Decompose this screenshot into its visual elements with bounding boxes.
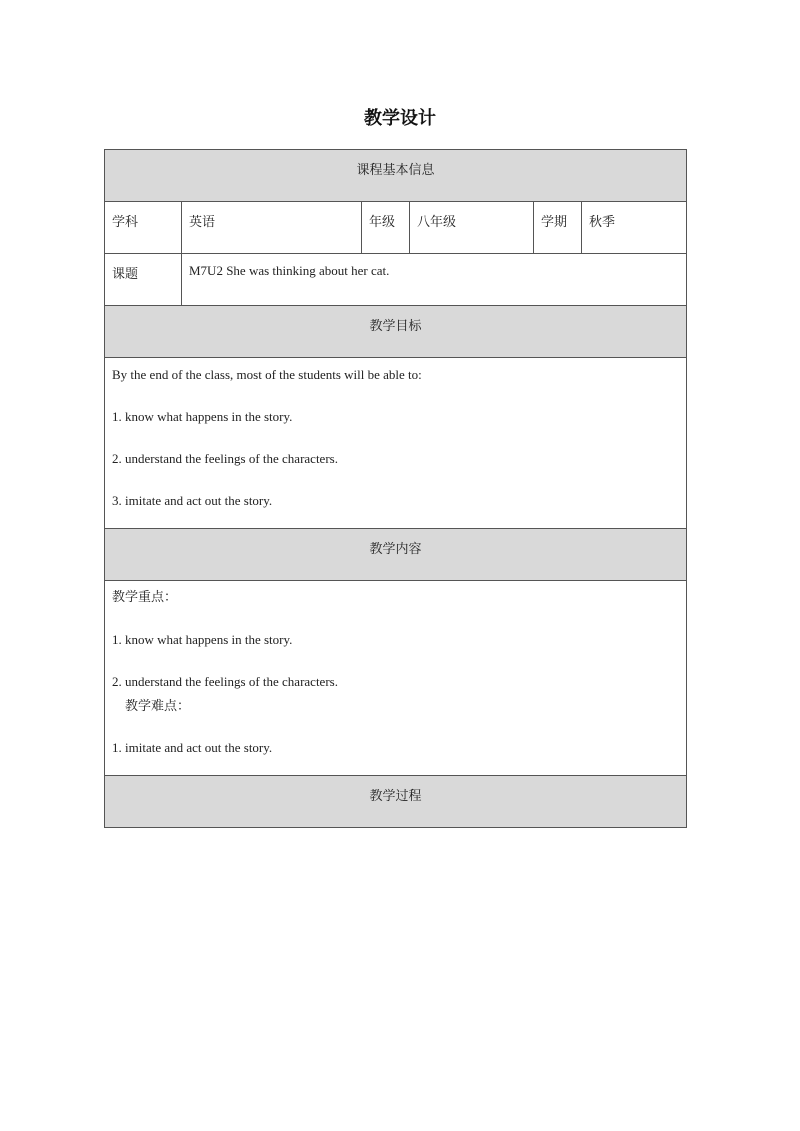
basic-info-header-text: 课程基本信息 — [356, 163, 435, 178]
objective-item: 2. understand the feelings of the characters. — [112, 451, 338, 466]
difficult-points-label: 教学难点： — [125, 699, 191, 714]
content-header-row — [105, 529, 687, 581]
objectives-body — [105, 358, 687, 529]
key-points-label: 教学重点： — [112, 590, 178, 605]
basic-info-header-row — [105, 150, 687, 202]
objectives-header — [105, 306, 687, 358]
process-header-text: 教学过程 — [369, 789, 422, 804]
objectives-body-row — [105, 358, 687, 529]
basic-info-header — [105, 150, 687, 202]
grade-value: 八年级 — [410, 202, 534, 254]
topic-label: 课题 — [105, 254, 182, 306]
objective-item: 3. imitate and act out the story. — [112, 493, 273, 508]
term-label: 学期 — [534, 202, 582, 254]
process-header — [105, 776, 687, 828]
objectives-header-row — [105, 306, 687, 358]
topic-value: M7U2 She was thinking about her cat. — [182, 254, 687, 306]
document-title: 教学设计 — [364, 108, 436, 129]
content-body-row — [105, 581, 687, 776]
content-body — [105, 581, 687, 776]
objectives-intro: By the end of the class, most of the students will be able to: — [112, 367, 422, 382]
term-value: 秋季 — [582, 202, 687, 254]
key-point-item: 1. know what happens in the story. — [112, 632, 293, 647]
process-header-row — [105, 776, 687, 828]
lesson-plan-table — [104, 149, 687, 828]
objectives-header-text: 教学目标 — [369, 319, 422, 334]
topic-row — [105, 254, 687, 306]
content-header — [105, 529, 687, 581]
grade-label: 年级 — [362, 202, 410, 254]
subject-label: 学科 — [105, 202, 182, 254]
difficult-point-item: 1. imitate and act out the story. — [112, 740, 273, 755]
key-point-item: 2. understand the feelings of the characters. — [112, 674, 338, 689]
subject-row — [105, 202, 687, 254]
subject-value: 英语 — [182, 202, 362, 254]
content-header-text: 教学内容 — [369, 542, 422, 557]
objective-item: 1. know what happens in the story. — [112, 409, 293, 424]
